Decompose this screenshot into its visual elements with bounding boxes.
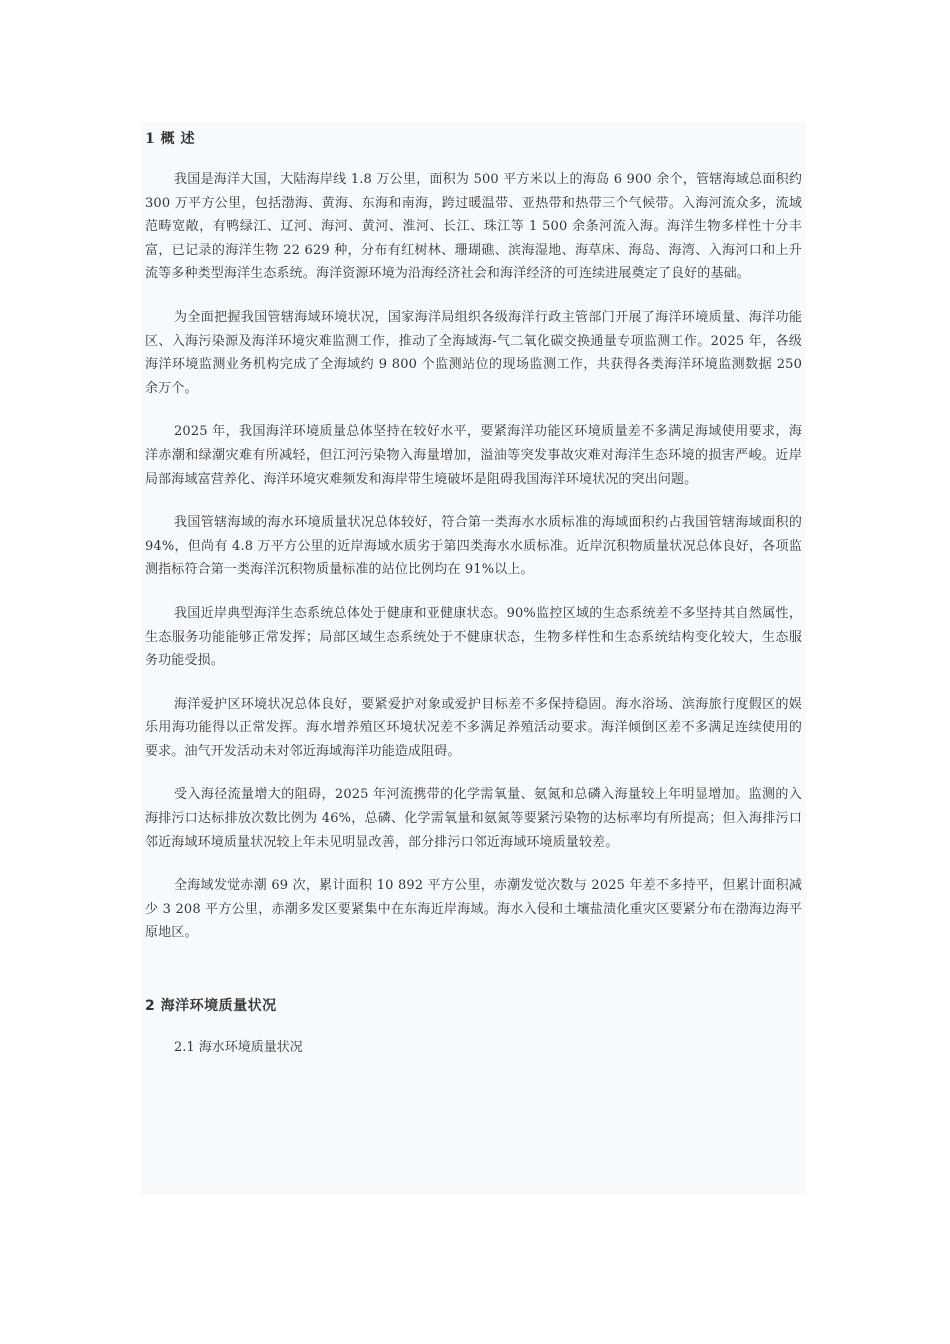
paragraph: 受入海径流量增大的阻碍，2025 年河流携带的化学需氧量、氨氮和总磷入海量较上年明显增加。监测的入海排污口达标排放次数比例为 46%，总磷、化学需氧量和氨氮等要紧污染物的达标率均有所提高；但入海排污口邻近海域环境质量状况较上年未见明显改善，部分排污口邻近海域环境质量较差。 bbox=[145, 787, 802, 850]
document-body bbox=[141, 128, 806, 1059]
paragraph: 我国近岸典型海洋生态系统总体处于健康和亚健康状态。90%监控区域的生态系统差不多坚持其自然属性，生态服务功能能够正常发挥；局部区域生态系统处于不健康状态，生物多样性和生态系统结构变化较大，生态服务功能受损。 bbox=[145, 605, 802, 669]
document-content bbox=[141, 122, 806, 1194]
paragraph: 2025 年，我国海洋环境质量总体坚持在较好水平，要紧海洋功能区环境质量差不多满足海域使用要求，海洋赤潮和绿潮灾难有所减轻，但江河污染物入海量增加，溢油等突发事故灾难对海洋生态环境的损害严峻。近岸局部海域富营养化、海洋环境灾难频发和海岸带生境破坏是阻碍我国海洋环境状况的突出问题。 bbox=[145, 424, 802, 487]
paragraph: 我国是海洋大国，大陆海岸线 1.8 万公里，面积为 500 平方米以上的海岛 6 900 余个，管辖海域总面积约 300 万平方公里，包括渤海、黄海、东海和南海，跨过暖温带、亚热带和热带三个气候带。入海河流众多，流域范畴宽敞，有鸭绿江、辽河、海河、黄河、淮河、长江、珠江等 1 500 余条河流入海。海洋生物多样性十分丰富，已记录的海洋生物 22 629 种，分布有红树林、珊瑚礁、滨海湿地、海草床、海岛、海湾、入海河口和上升流等多种类型海洋生态系统。海洋资源环境为沿海经济社会和海洋经济的可连续进展奠定了良好的基础。 bbox=[145, 172, 802, 282]
section-heading-marine-quality: 2 海洋环境质量状况 bbox=[145, 998, 277, 1015]
subsection-heading-seawater-quality: 2.1 海水环境质量状况 bbox=[174, 1040, 303, 1056]
paragraph: 海洋爱护区环境状况总体良好，要紧爱护对象或爱护目标差不多保持稳固。海水浴场、滨海旅行度假区的娱乐用海功能得以正常发挥。海水增养殖区环境状况差不多满足养殖活动要求。海洋倾倒区差不多满足连续使用的要求。油气开发活动未对邻近海域海洋功能造成阻碍。 bbox=[145, 696, 802, 759]
paragraph: 我国管辖海域的海水环境质量状况总体较好，符合第一类海水水质标准的海域面积约占我国管辖海域面积的 94%，但尚有 4.8 万平方公里的近岸海域水质劣于第四类海水水质标准。近岸沉积物质量状况总体良好，各项监测指标符合第一类海洋沉积物质量标准的站位比例均在 91%以上。 bbox=[145, 515, 802, 578]
paragraph: 为全面把握我国管辖海域环境状况，国家海洋局组织各级海洋行政主管部门开展了海洋环境质量、海洋功能区、入海污染源及海洋环境灾难监测工作，推动了全海域海-气二氧化碳交换通量专项监测工作。2025 年，各级海洋环境监测业务机构完成了全海域约 9 800 个监测站位的现场监测工作，共获得各类海洋环境监测数据 250 余万个。 bbox=[145, 309, 802, 396]
section-heading-overview: 1 概 述 bbox=[145, 131, 195, 147]
paragraph: 全海域发觉赤潮 69 次，累计面积 10 892 平方公里，赤潮发觉次数与 2025 年差不多持平，但累计面积减少 3 208 平方公里，赤潮多发区要紧集中在东海近岸海域。海水入侵和土壤盐渍化重灾区要紧分布在渤海边海平原地区。 bbox=[145, 878, 802, 941]
